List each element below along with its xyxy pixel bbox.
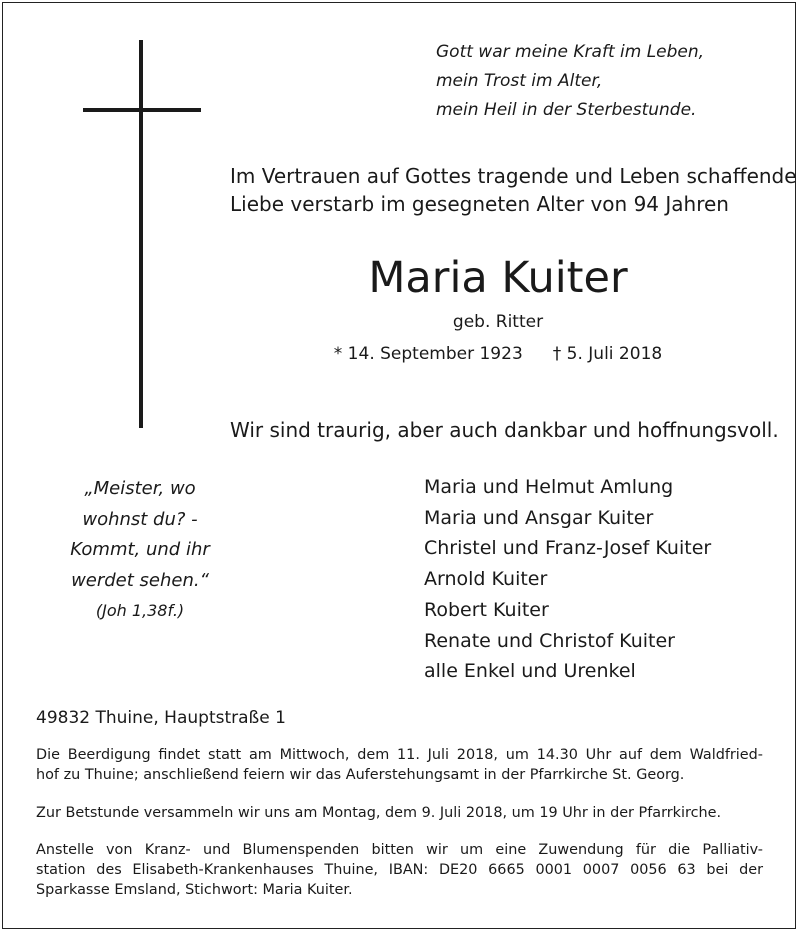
death-date: † 5. Juli 2018 bbox=[552, 344, 663, 364]
maiden-name: geb. Ritter bbox=[452, 312, 544, 332]
donation-paragraph bbox=[36, 840, 763, 900]
deceased-name: Maria Kuiter bbox=[368, 253, 628, 303]
bible-quote bbox=[40, 474, 240, 627]
donation-line: Anstelle von Kranz- und Blumenspenden bitten wir um eine Zuwendung für die Palliativ- bbox=[36, 842, 763, 858]
motto-line: mein Trost im Alter, bbox=[436, 71, 603, 91]
motto-verse bbox=[436, 38, 704, 125]
intro-line: Liebe verstarb im gesegneten Alter von 94 Jahren bbox=[230, 192, 729, 216]
life-dates bbox=[0, 344, 800, 364]
mourner-entry: alle Enkel und Urenkel bbox=[424, 660, 636, 683]
quote-reference: (Joh 1,38f.) bbox=[95, 601, 185, 620]
notice-border bbox=[2, 2, 796, 929]
funeral-line: Die Beerdigung findet statt am Mittwoch, dem 11. Juli 2018, um 14.30 Uhr auf dem Waldfried- bbox=[36, 747, 763, 763]
quote-line: werdet sehen.“ bbox=[71, 569, 209, 591]
mourner-entry: Robert Kuiter bbox=[424, 598, 549, 621]
mourner-entry: Maria und Helmut Amlung bbox=[424, 476, 674, 498]
motto-line: mein Heil in der Sterbestunde. bbox=[436, 100, 697, 120]
birth-date: * 14. September 1923 bbox=[333, 344, 523, 364]
closing-sentence: Wir sind traurig, aber auch dankbar und hoffnungsvoll. bbox=[230, 418, 779, 442]
mourner-entry: Maria und Ansgar Kuiter bbox=[424, 506, 654, 529]
cross-vertical-bar bbox=[139, 40, 143, 428]
mourner-entry: Christel und Franz-Josef Kuiter bbox=[424, 537, 712, 560]
donation-line: station des Elisabeth-Krankenhauses Thuine, IBAN: DE20 6665 0001 0007 0056 63 bei der bbox=[36, 862, 763, 878]
prayer-paragraph bbox=[36, 803, 763, 823]
mourners-list bbox=[424, 472, 711, 687]
motto-line: Gott war meine Kraft im Leben, bbox=[436, 42, 705, 62]
funeral-paragraph bbox=[36, 745, 763, 785]
quote-line: Kommt, und ihr bbox=[70, 539, 210, 560]
prayer-line: Zur Betstunde versammeln wir uns am Montag, dem 9. Juli 2018, um 19 Uhr in der Pfarrkirche. bbox=[36, 805, 722, 821]
funeral-line: hof zu Thuine; anschließend feiern wir das Auferstehungsamt in der Pfarrkirche St. Georg. bbox=[36, 767, 685, 783]
family-address: 49832 Thuine, Hauptstraße 1 bbox=[36, 708, 286, 728]
donation-line: Sparkasse Emsland, Stichwort: Maria Kuiter. bbox=[36, 882, 353, 898]
mourner-entry: Arnold Kuiter bbox=[424, 568, 548, 591]
cross-horizontal-bar bbox=[83, 108, 201, 112]
intro-line: Im Vertrauen auf Gottes tragende und Leben schaffende bbox=[230, 164, 797, 188]
quote-line: wohnst du? - bbox=[82, 508, 198, 530]
mourner-entry: Renate und Christof Kuiter bbox=[424, 629, 675, 652]
intro-text bbox=[230, 162, 797, 218]
quote-line: „Meister, wo bbox=[84, 478, 196, 499]
